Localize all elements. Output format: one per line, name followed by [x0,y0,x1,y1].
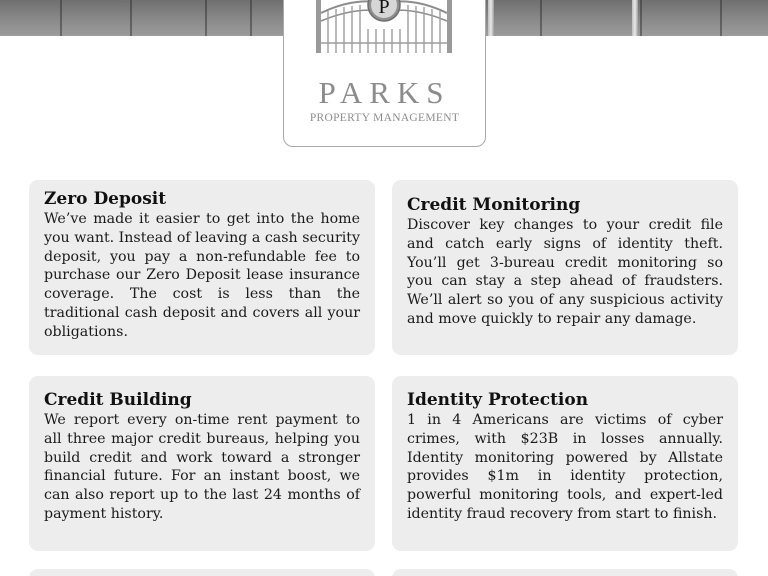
card-body: We report every on-time rent payment to all three major credit bureaus, helping you build credit and work toward a stronger financial future. For an instant boost, we can also report up to the last 24 months of payment history. [44,412,360,522]
logo-subtitle: PROPERTY MANAGEMENT [309,112,460,124]
card-title: Zero Deposit [44,189,167,209]
card-body: We’ve made it easier to get into the home you want. Instead of leaving a cash security deposit, you pay a non-refundable fee to purchase our Zero Deposit lease insurance coverage. The cost is less than the traditional cash deposit and covers all your obligations. [44,211,360,340]
feature-card-partial [392,569,738,576]
floor-plank-line [540,0,542,36]
floor-plank-line [130,0,132,36]
floor-plank-line [205,0,207,36]
card-body: 1 in 4 Americans are victims of cyber crimes, with $23B in losses annually. Identity monitoring powered by Allstate provides $1m in identity protection, powerful monitoring tools, and expert-led identity fraud recovery from start to finish. [407,412,723,522]
card-title: Identity Protection [407,390,589,410]
gate-logo-icon [314,0,454,67]
feature-card-credit-building [29,376,375,551]
logo-name: PARKS [318,75,451,110]
floor-plank-line [720,0,722,36]
logo-monogram: P [378,0,390,18]
card-title: Credit Building [44,390,192,410]
feature-card-partial [29,569,375,576]
floor-plank-line [60,0,62,36]
card-title: Credit Monitoring [407,195,581,215]
chair-leg [632,0,638,36]
feature-card-zero-deposit [29,180,375,355]
feature-card-credit-monitoring [392,180,738,355]
company-logo [283,0,486,147]
feature-card-identity-protection [392,376,738,551]
floor-plank-line [640,0,642,36]
floor-plank-line [250,0,252,36]
card-body: Discover key changes to your credit file and catch early signs of identity theft. You’ll get 3-bureau credit monitoring so you can stay a step ahead of fraudsters. We’ll alert so you of any suspicious activity and move quickly to repair any damage. [407,217,723,327]
chair-leg [488,0,494,36]
